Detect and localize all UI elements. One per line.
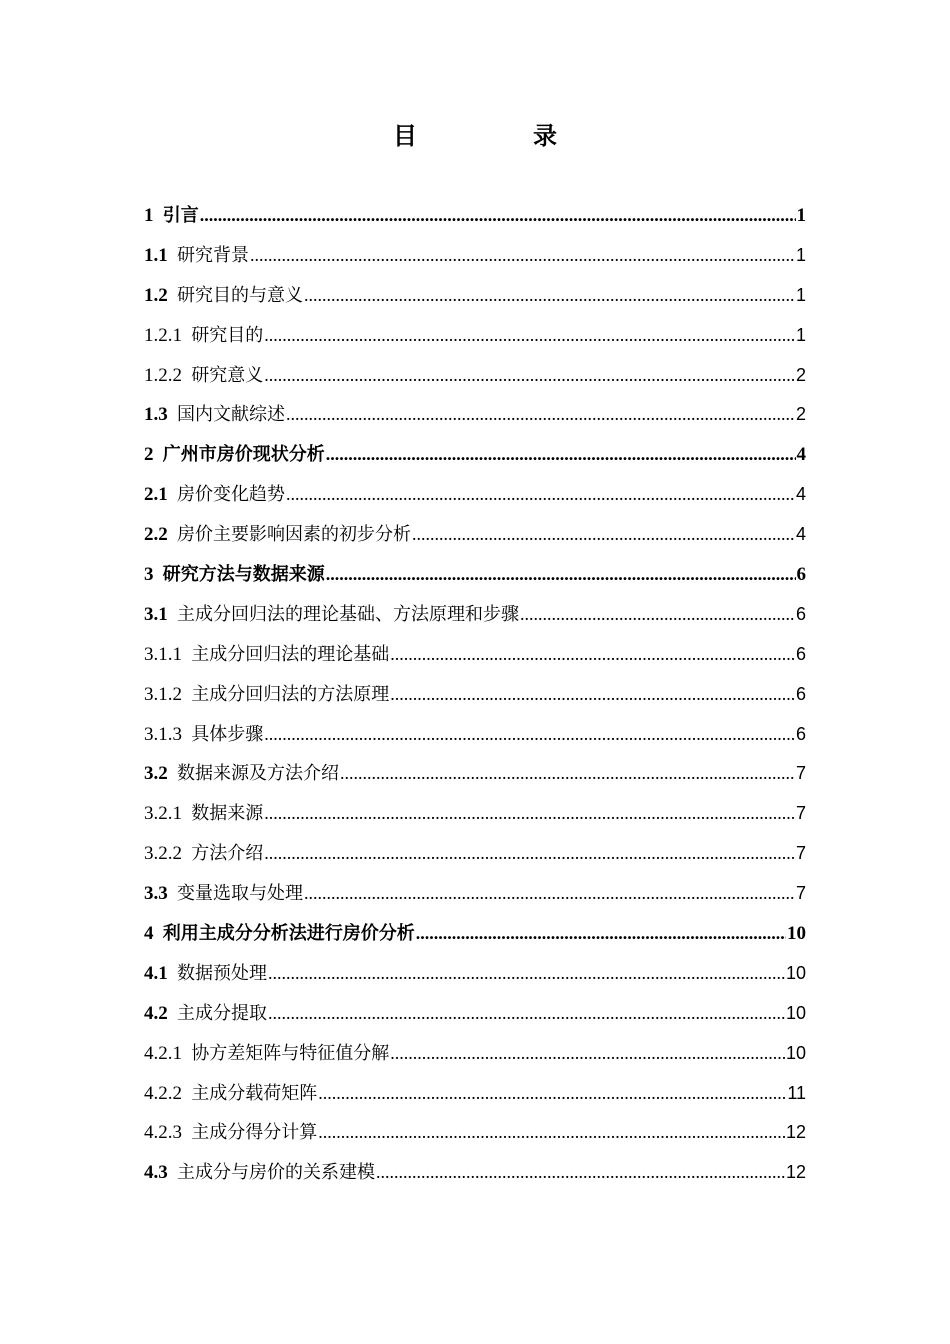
toc-dot-leader [304, 874, 795, 914]
toc-entry-number: 2 [144, 444, 154, 466]
toc-entry-page: 4 [795, 484, 806, 505]
toc-entry-text: 主成分回归法的理论基础 [191, 643, 390, 665]
toc-entry-label [144, 794, 263, 834]
toc-entry-label [144, 276, 303, 316]
toc-dot-leader [340, 754, 795, 794]
toc-entry-text: 主成分提取 [177, 1002, 267, 1024]
toc-entry-label [144, 715, 263, 755]
toc-entry-number: 3.1.2 [144, 683, 182, 705]
toc-entry-number: 4.2.3 [144, 1122, 182, 1144]
toc-dot-leader [304, 276, 795, 316]
toc-entry-page: 4 [795, 524, 806, 545]
toc-entry-page: 12 [785, 1122, 806, 1143]
toc-entry[interactable] [144, 994, 806, 1034]
toc-entry[interactable] [144, 236, 806, 276]
toc-dot-leader [376, 1153, 785, 1193]
toc-entry-label [144, 515, 411, 555]
toc-entry-text: 方法介绍 [191, 843, 264, 865]
toc-entry-text: 数据预处理 [177, 962, 267, 984]
toc-dot-leader [318, 1074, 786, 1114]
toc-entry-label [144, 635, 389, 675]
toc-entry-text: 数据来源 [191, 803, 264, 825]
toc-entry-text: 利用主成分分析法进行房价分析 [162, 923, 415, 945]
toc-entry-text: 国内文献综述 [177, 404, 285, 426]
toc-entry[interactable] [144, 754, 806, 794]
toc-entry-number: 4.1 [144, 962, 168, 984]
toc-entry-number: 3.2 [144, 763, 168, 785]
toc-dot-leader [520, 595, 795, 635]
toc-entry[interactable] [144, 715, 806, 755]
toc-entry-page: 7 [795, 803, 806, 824]
table-of-contents [144, 196, 806, 1193]
toc-dot-leader [250, 236, 795, 276]
toc-entry-label [144, 1074, 317, 1114]
toc-entry-number: 4.3 [144, 1162, 168, 1184]
toc-dot-leader [326, 435, 796, 475]
toc-entry-page: 6 [795, 683, 806, 704]
toc-entry[interactable] [144, 356, 806, 396]
toc-entry-text: 研究方法与数据来源 [162, 564, 325, 586]
toc-entry-page: 1 [795, 324, 806, 345]
toc-entry-number: 4.2.2 [144, 1082, 182, 1104]
toc-entry-number: 1 [144, 205, 154, 226]
toc-entry-page: 10 [785, 962, 806, 983]
toc-entry-label [144, 356, 263, 396]
toc-entry-label [144, 914, 415, 954]
toc-entry-label [144, 1034, 389, 1074]
toc-entry-number: 3.3 [144, 883, 168, 905]
toc-entry-page: 7 [795, 883, 806, 904]
toc-entry-text: 主成分载荷矩阵 [191, 1082, 318, 1104]
toc-entry-text: 主成分得分计算 [191, 1122, 318, 1144]
toc-entry[interactable] [144, 1153, 806, 1193]
toc-entry-text: 广州市房价现状分析 [162, 444, 325, 466]
toc-entry[interactable] [144, 794, 806, 834]
toc-entry-page: 1 [795, 244, 806, 265]
toc-entry-page: 7 [795, 763, 806, 784]
toc-entry-page: 10 [785, 1042, 806, 1063]
toc-entry[interactable] [144, 316, 806, 356]
toc-entry-text: 具体步骤 [191, 723, 264, 745]
toc-dot-leader [412, 515, 795, 555]
toc-entry[interactable] [144, 834, 806, 874]
toc-entry-page: 6 [795, 723, 806, 744]
toc-entry-page: 10 [787, 923, 806, 945]
toc-entry-number: 4 [144, 923, 154, 945]
toc-entry-label [144, 874, 303, 914]
toc-dot-leader [264, 794, 795, 834]
toc-entry-page: 2 [795, 404, 806, 425]
toc-entry-text: 研究目的 [191, 324, 264, 346]
toc-entry-label [144, 994, 267, 1034]
toc-dot-leader [264, 715, 795, 755]
toc-entry-page: 10 [785, 1002, 806, 1023]
toc-entry-page: 7 [795, 843, 806, 864]
toc-entry-number: 3.2.1 [144, 803, 182, 825]
toc-entry-label [144, 754, 339, 794]
toc-entry[interactable] [144, 675, 806, 715]
toc-entry-number: 1.1 [144, 244, 168, 266]
toc-entry-page: 6 [795, 643, 806, 664]
toc-entry[interactable] [144, 435, 806, 475]
toc-entry-label [144, 196, 199, 236]
toc-title: 目 录 [393, 122, 603, 150]
toc-entry-text: 引言 [162, 205, 199, 226]
toc-entry-text: 主成分回归法的方法原理 [191, 683, 390, 705]
toc-entry-number: 3 [144, 564, 154, 586]
toc-dot-leader [390, 635, 795, 675]
toc-entry-text: 房价主要影响因素的初步分析 [177, 524, 411, 546]
toc-entry[interactable] [144, 1074, 806, 1114]
toc-entry-text: 变量选取与处理 [177, 883, 303, 905]
toc-entry[interactable] [144, 515, 806, 555]
toc-entry-label [144, 954, 267, 994]
toc-entry-number: 3.2.2 [144, 843, 182, 865]
toc-entry[interactable] [144, 1113, 806, 1153]
toc-entry-page: 1 [795, 284, 806, 305]
toc-entry[interactable] [144, 914, 806, 954]
toc-entry-page: 12 [785, 1162, 806, 1183]
toc-entry-label [144, 435, 325, 475]
toc-entry-label [144, 236, 249, 276]
toc-entry[interactable] [144, 555, 806, 595]
toc-entry-text: 研究意义 [191, 364, 264, 386]
toc-dot-leader [286, 475, 795, 515]
toc-dot-leader [326, 555, 796, 595]
toc-entry[interactable] [144, 954, 806, 994]
toc-dot-leader [268, 954, 785, 994]
toc-entry-label [144, 395, 285, 435]
toc-entry-label [144, 475, 285, 515]
toc-entry-label [144, 1153, 375, 1193]
toc-dot-leader [200, 196, 796, 236]
toc-dot-leader [264, 316, 795, 356]
toc-entry-page: 6 [796, 564, 806, 586]
toc-entry-text: 协方差矩阵与特征值分解 [191, 1042, 390, 1064]
toc-dot-leader [416, 914, 786, 954]
toc-entry-text: 数据来源及方法介绍 [177, 763, 339, 785]
toc-dot-leader [318, 1113, 785, 1153]
toc-entry-number: 3.1.1 [144, 643, 182, 665]
toc-entry-label [144, 834, 263, 874]
toc-entry-text: 研究背景 [177, 244, 249, 266]
toc-entry-text: 主成分与房价的关系建模 [177, 1162, 375, 1184]
toc-entry-label [144, 316, 263, 356]
toc-entry-page: 6 [795, 603, 806, 624]
toc-dot-leader [286, 395, 795, 435]
toc-entry-text: 房价变化趋势 [177, 484, 285, 506]
toc-entry-label [144, 555, 325, 595]
toc-entry[interactable] [144, 276, 806, 316]
toc-entry-number: 1.2 [144, 284, 168, 306]
toc-entry-number: 3.1.3 [144, 723, 182, 745]
toc-entry-number: 4.2.1 [144, 1042, 182, 1064]
toc-entry[interactable] [144, 874, 806, 914]
toc-entry[interactable] [144, 595, 806, 635]
toc-dot-leader [264, 356, 795, 396]
toc-entry-number: 1.2.2 [144, 364, 182, 386]
toc-entry-label [144, 675, 389, 715]
toc-entry-number: 4.2 [144, 1002, 168, 1024]
toc-entry-number: 2.2 [144, 524, 168, 546]
toc-entry-number: 1.3 [144, 404, 168, 426]
toc-entry-number: 1.2.1 [144, 324, 182, 346]
toc-entry[interactable] [144, 196, 806, 236]
toc-entry[interactable] [144, 1034, 806, 1074]
toc-dot-leader [264, 834, 795, 874]
toc-entry-page: 4 [796, 444, 806, 466]
toc-entry-page: 11 [787, 1082, 806, 1103]
toc-entry[interactable] [144, 475, 806, 515]
toc-entry-page: 2 [795, 364, 806, 385]
toc-entry-label [144, 595, 519, 635]
toc-entry[interactable] [144, 395, 806, 435]
toc-entry-text: 研究目的与意义 [177, 284, 303, 306]
toc-entry[interactable] [144, 635, 806, 675]
toc-entry-label [144, 1113, 317, 1153]
toc-entry-number: 3.1 [144, 603, 168, 625]
toc-dot-leader [268, 994, 785, 1034]
toc-entry-number: 2.1 [144, 484, 168, 506]
toc-dot-leader [390, 1034, 785, 1074]
toc-entry-page: 1 [796, 205, 806, 226]
toc-entry-text: 主成分回归法的理论基础、方法原理和步骤 [177, 603, 519, 625]
toc-dot-leader [390, 675, 795, 715]
